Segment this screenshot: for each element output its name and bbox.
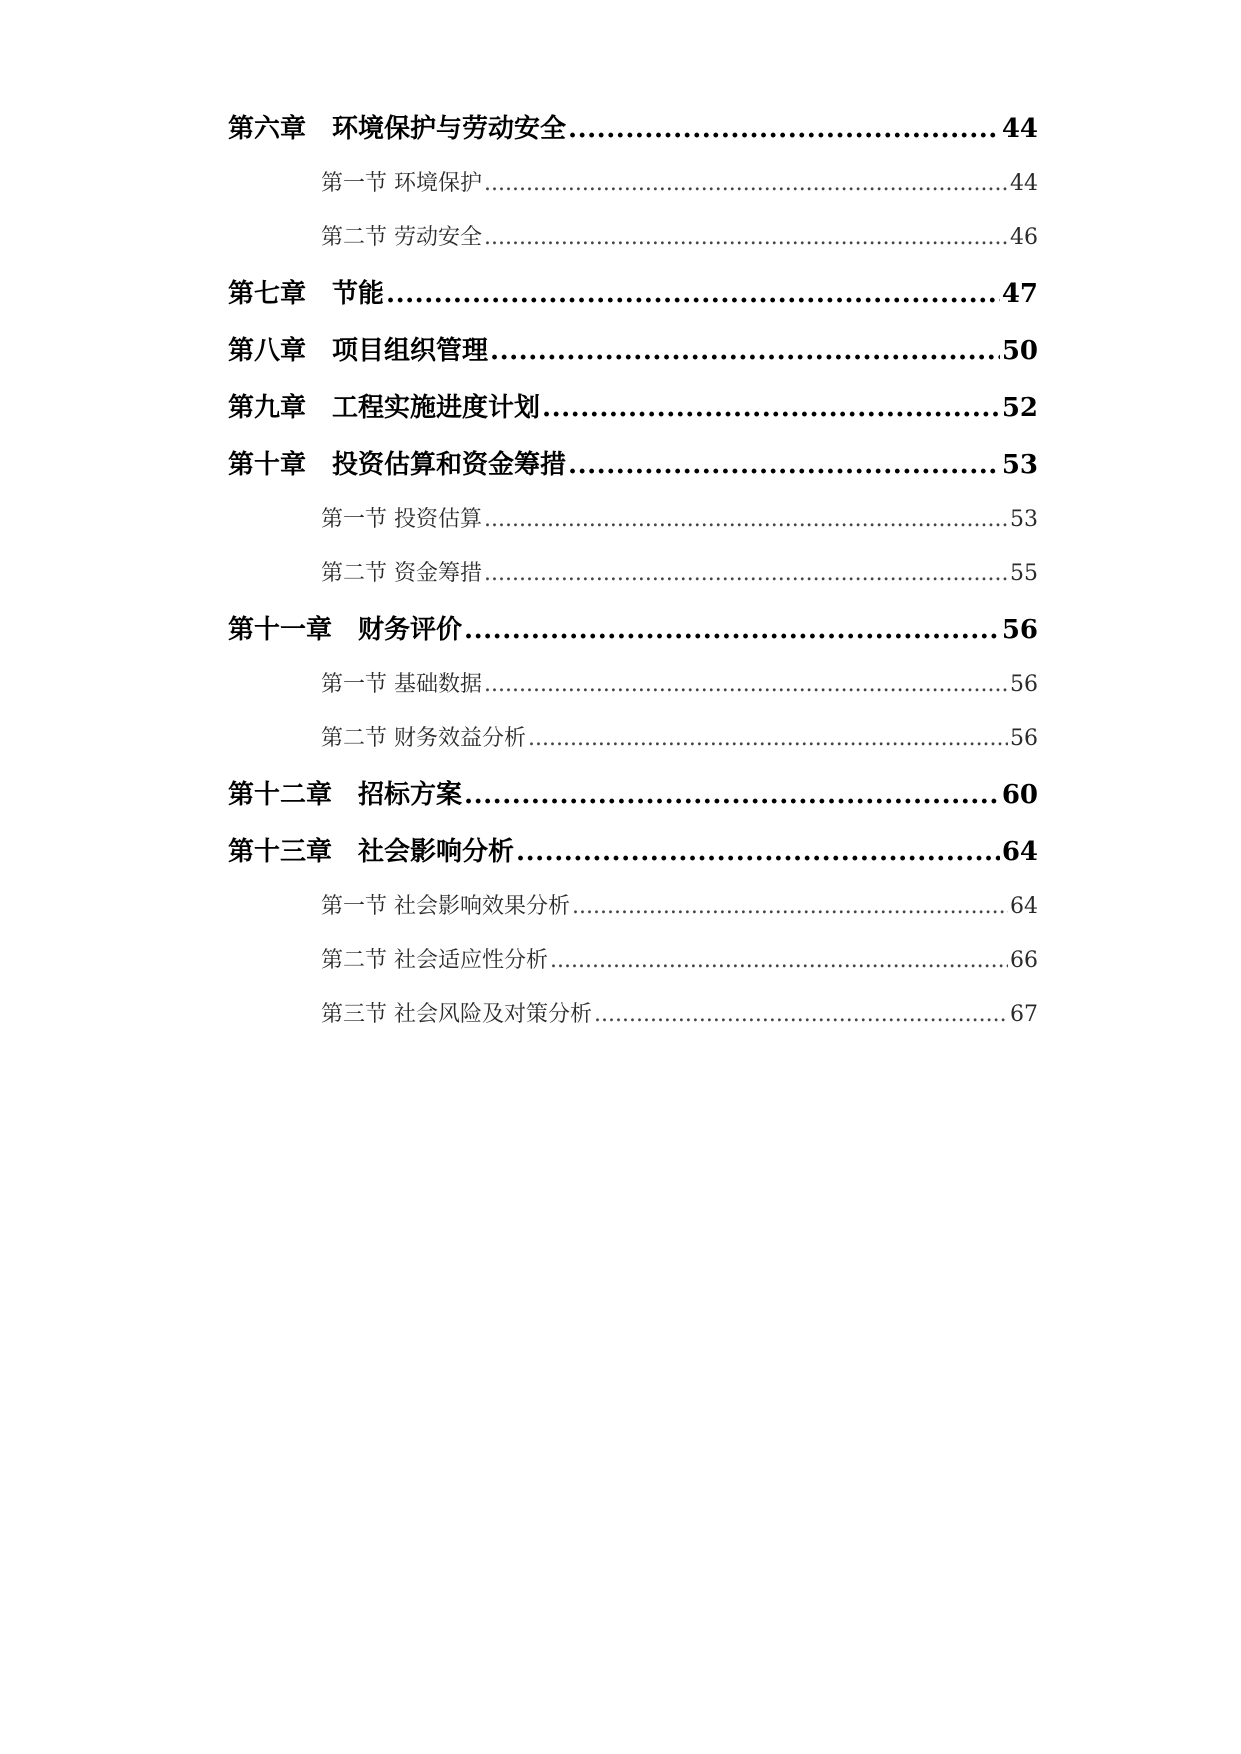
toc-chapter-12[interactable]: [228, 768, 1038, 825]
toc-entry-label: 第一节 基础数据: [321, 672, 482, 697]
toc-entry-label: 第二节 资金筹措: [321, 561, 482, 586]
toc-dot-leader: [490, 338, 1000, 364]
toc-page-number: 64: [1001, 837, 1038, 867]
toc-dot-leader: [464, 617, 1000, 643]
toc-dot-leader: [516, 839, 1000, 865]
table-of-contents: [228, 102, 1038, 1044]
toc-dot-leader: [484, 563, 1008, 585]
toc-dot-leader: [542, 395, 1000, 421]
toc-section-13-3[interactable]: [228, 990, 1038, 1044]
toc-page-number: 56: [1010, 672, 1038, 697]
toc-entry-label: 第九章 工程实施进度计划: [228, 393, 541, 423]
toc-chapter-8[interactable]: [228, 324, 1038, 381]
toc-dot-leader: [528, 728, 1008, 750]
toc-page-number: 47: [1001, 279, 1038, 309]
toc-page-number: 64: [1010, 894, 1038, 919]
toc-entry-label: 第一节 社会影响效果分析: [321, 894, 570, 919]
toc-dot-leader: [386, 281, 1000, 307]
toc-entry-label: 第二节 劳动安全: [321, 225, 482, 250]
toc-dot-leader: [572, 896, 1008, 918]
toc-entry-label: 第三节 社会风险及对策分析: [321, 1002, 592, 1027]
toc-page-number: 56: [1001, 615, 1038, 645]
toc-dot-leader: [568, 116, 1000, 142]
toc-page-number: 46: [1010, 225, 1038, 250]
toc-entry-label: 第十章 投资估算和资金筹措: [228, 450, 567, 480]
toc-page-number: 55: [1010, 561, 1038, 586]
toc-entry-label: 第七章 节能: [228, 279, 385, 309]
toc-dot-leader: [484, 173, 1008, 195]
toc-page-number: 56: [1010, 726, 1038, 751]
toc-chapter-9[interactable]: [228, 381, 1038, 438]
toc-dot-leader: [550, 950, 1008, 972]
toc-dot-leader: [484, 674, 1008, 696]
toc-dot-leader: [464, 782, 1000, 808]
toc-page-number: 44: [1001, 114, 1038, 144]
toc-section-6-2[interactable]: [228, 213, 1038, 267]
toc-entry-label: 第六章 环境保护与劳动安全: [228, 114, 567, 144]
toc-section-11-1[interactable]: [228, 660, 1038, 714]
toc-chapter-13[interactable]: [228, 825, 1038, 882]
toc-section-10-2[interactable]: [228, 549, 1038, 603]
toc-dot-leader: [484, 227, 1008, 249]
toc-page-number: 52: [1001, 393, 1038, 423]
toc-section-13-1[interactable]: [228, 882, 1038, 936]
toc-chapter-6[interactable]: [228, 102, 1038, 159]
toc-entry-label: 第一节 投资估算: [321, 507, 482, 532]
toc-entry-label: 第八章 项目组织管理: [228, 336, 489, 366]
toc-entry-label: 第十一章 财务评价: [228, 615, 463, 645]
toc-entry-label: 第二节 财务效益分析: [321, 726, 526, 751]
toc-page-number: 53: [1010, 507, 1038, 532]
toc-dot-leader: [594, 1004, 1008, 1026]
toc-page-number: 66: [1010, 948, 1038, 973]
toc-section-11-2[interactable]: [228, 714, 1038, 768]
toc-chapter-10[interactable]: [228, 438, 1038, 495]
toc-page-number: 50: [1001, 336, 1038, 366]
toc-page-number: 44: [1010, 171, 1038, 196]
toc-section-13-2[interactable]: [228, 936, 1038, 990]
toc-dot-leader: [568, 452, 1000, 478]
toc-entry-label: 第十三章 社会影响分析: [228, 837, 515, 867]
toc-page-number: 67: [1010, 1002, 1038, 1027]
toc-chapter-7[interactable]: [228, 267, 1038, 324]
toc-section-6-1[interactable]: [228, 159, 1038, 213]
toc-section-10-1[interactable]: [228, 495, 1038, 549]
toc-chapter-11[interactable]: [228, 603, 1038, 660]
toc-dot-leader: [484, 509, 1008, 531]
toc-entry-label: 第十二章 招标方案: [228, 780, 463, 810]
toc-page-number: 60: [1001, 780, 1038, 810]
toc-entry-label: 第二节 社会适应性分析: [321, 948, 548, 973]
toc-page-number: 53: [1001, 450, 1038, 480]
toc-entry-label: 第一节 环境保护: [321, 171, 482, 196]
